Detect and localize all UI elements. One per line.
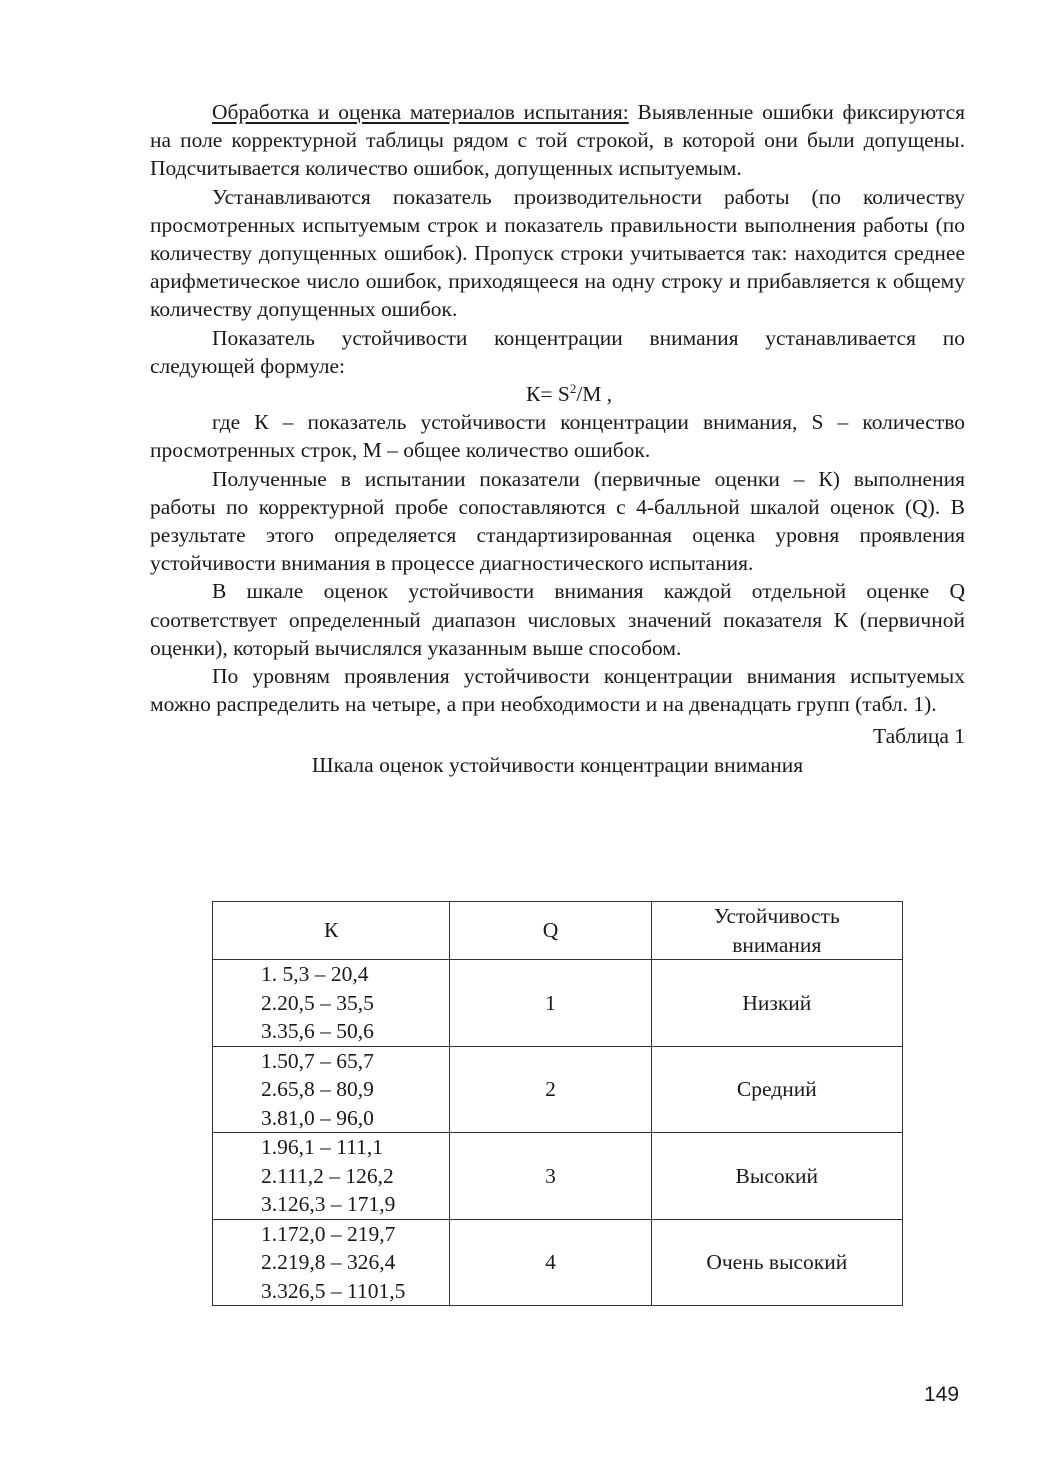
level-cell: Высокий xyxy=(651,1133,902,1220)
header-k: К xyxy=(213,902,450,960)
k-range: 1.50,7 – 65,7 xyxy=(261,1048,374,1073)
q-cell: 4 xyxy=(450,1219,651,1306)
paragraph-1-text: Выявленные ошибки фиксируются на поле корректурной таблицы рядом с той строкой, в которой они были допущены. Подсчитывается количество ошибок, допущенных испытуемым. xyxy=(150,100,965,181)
level-cell: Очень высокий xyxy=(651,1219,902,1306)
scale-table xyxy=(212,901,903,1306)
section-heading: Обработка и оценка материалов испытания: xyxy=(212,100,629,124)
formula-left: К= S xyxy=(526,382,570,407)
paragraph-4: где К – показатель устойчивости концентрации внимания, S – количество просмотренных строк, М – общее количество ошибок. xyxy=(150,410,965,463)
k-range: 2.65,8 – 80,9 xyxy=(261,1077,374,1101)
level-cell: Низкий xyxy=(651,960,902,1047)
k-range-cell xyxy=(213,960,450,1047)
k-range: 3.326,5 – 1101,5 xyxy=(261,1278,406,1303)
formula-superscript: 2 xyxy=(569,381,577,397)
table-header-row xyxy=(213,902,903,960)
level-cell: Средний xyxy=(651,1046,902,1133)
k-range: 2.219,8 – 326,4 xyxy=(261,1250,396,1274)
table-row xyxy=(213,1046,903,1133)
k-range: 1. 5,3 – 20,4 xyxy=(261,962,369,986)
k-range: 3.81,0 – 96,0 xyxy=(261,1105,374,1130)
paragraph-6: В шкале оценок устойчивости внимания каждой отдельной оценке Q соответствует определенный диапазон числовых значений показателя К (первичной оценки), который вычислялся указанным выше способом. xyxy=(150,579,965,660)
q-cell: 2 xyxy=(450,1046,651,1133)
k-range-cell xyxy=(213,1046,450,1133)
formula xyxy=(150,380,965,408)
table-row xyxy=(213,1219,903,1306)
formula-right: /M , xyxy=(576,382,613,407)
table-row xyxy=(213,960,903,1047)
q-cell: 1 xyxy=(450,960,651,1047)
k-range: 3.126,3 – 171,9 xyxy=(261,1192,396,1216)
paragraph-1 xyxy=(150,98,965,183)
k-range: 1.96,1 – 111,1 xyxy=(261,1135,384,1159)
k-range-cell xyxy=(213,1133,450,1220)
k-range: 2.111,2 – 126,2 xyxy=(261,1163,394,1188)
paragraph-5: Полученные в испытании показатели (первичные оценки – К) выполнения работы по корректурной пробе сопоставляются с 4-балльной шкалой оценок (Q). В результате этого определяется стандартизированная оценка уровня проявления устойчивости внимания в процессе диагностического испытания. xyxy=(150,466,965,576)
table-label: Таблица 1 xyxy=(873,724,965,749)
page-number: 149 xyxy=(924,1383,960,1406)
paragraph-3: Показатель устойчивости концентрации внимания устанавливается по следующей формуле: xyxy=(150,325,965,378)
table-row xyxy=(213,1133,903,1220)
header-stability-line2: внимания xyxy=(732,932,822,957)
paragraph-7: По уровням проявления устойчивости концентрации внимания испытуемых можно распределить на четыре, а при необходимости и на двенадцать групп (табл. 1). xyxy=(150,664,965,717)
q-cell: 3 xyxy=(450,1133,651,1220)
paragraph-2: Устанавливаются показатель производительности работы (по количеству просмотренных испытуемым строк и показатель правильности выполнения работы (по количеству допущенных ошибок). Пропуск строки учитывается так: находится среднее арифметическое число ошибок, приходящееся на одну строку и прибавляется к общему количеству допущенных ошибок. xyxy=(150,184,965,322)
k-range: 3.35,6 – 50,6 xyxy=(261,1019,374,1043)
k-range: 1.172,0 – 219,7 xyxy=(261,1221,396,1246)
k-range-cell xyxy=(213,1219,450,1306)
header-q: Q xyxy=(450,902,651,960)
k-range: 2.20,5 – 35,5 xyxy=(261,990,374,1015)
header-stability-line1: Устойчивость xyxy=(713,904,840,928)
header-stability xyxy=(651,902,902,960)
page-body xyxy=(150,98,965,779)
table-caption: Шкала оценок устойчивости концентрации внимания xyxy=(311,752,804,777)
